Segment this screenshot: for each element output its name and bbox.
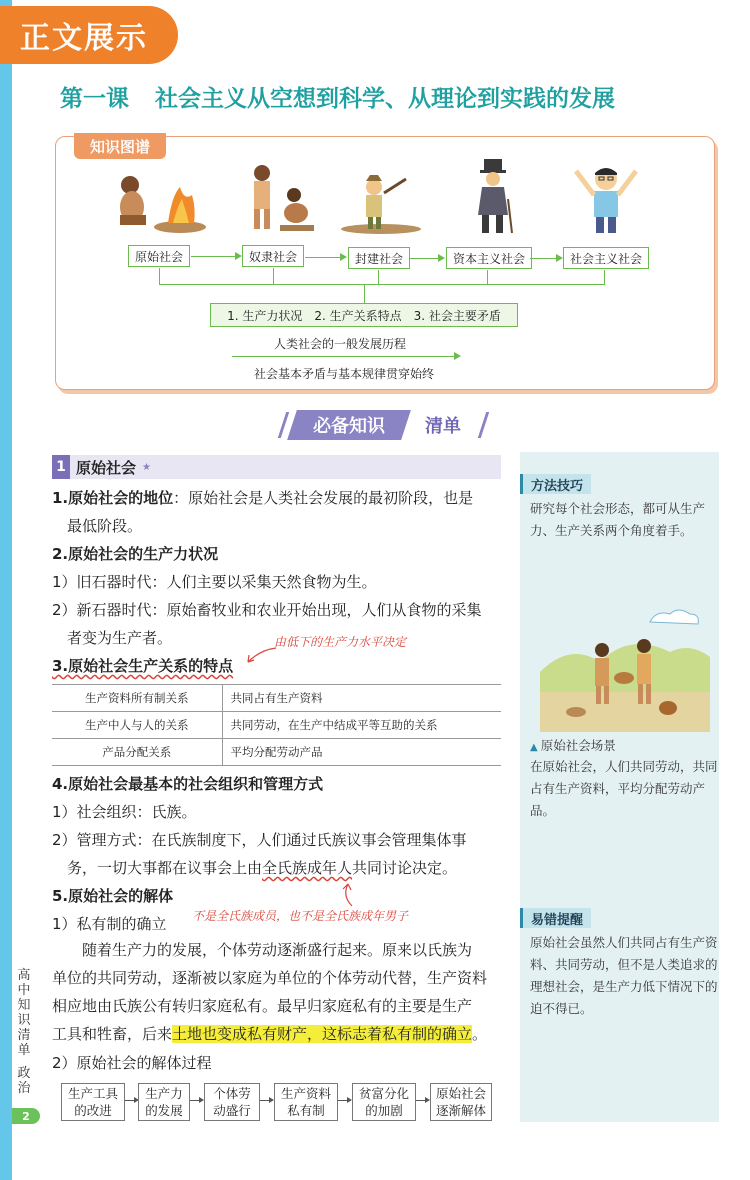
point-1-cont: 最低阶段。 — [67, 517, 143, 535]
highlighted-text: 土地也变成私有财产，这标志着私有制的确立 — [172, 1025, 473, 1043]
stage-arrow-head — [235, 252, 242, 260]
book-vertical-label — [14, 968, 34, 1096]
point-1-heading: 1.原始社会的地位 — [52, 489, 174, 507]
flow-step-line: 逐渐解体 — [435, 1103, 486, 1118]
map-caption-history: 人类社会的一般发展历程 — [274, 337, 407, 351]
flow-step-line: 的发展 — [145, 1103, 183, 1118]
flow-step-line: 私有制 — [287, 1103, 325, 1118]
point-4-line-2: 2）管理方式：在氏族制度下，人们通过氏族议事会管理集体事 — [52, 831, 467, 849]
note-arrow-icon — [338, 880, 358, 908]
paragraph-line — [52, 936, 504, 964]
paragraph-line-4-pre: 工具和牲畜，后来 — [52, 1025, 173, 1043]
handwritten-note-productivity: 由低下的生产力水平决定 — [274, 635, 407, 649]
table-cell-key: 产品分配关系 — [52, 739, 222, 766]
knowledge-map — [55, 136, 715, 390]
note-arrow-icon — [240, 644, 280, 666]
vertical-char: 单 — [17, 1043, 31, 1058]
flow-arrow — [125, 1100, 137, 1101]
image-caption-text: 原始社会场景 — [540, 738, 616, 753]
point-2-heading: 2.原始社会的生产力状况 — [52, 545, 219, 563]
slavery-illustration — [236, 159, 322, 235]
table-row — [52, 739, 501, 766]
aspects-box: 1. 生产力状况 2. 生产关系特点 3. 社会主要矛盾 — [210, 303, 518, 327]
point-3-heading — [52, 653, 233, 679]
stage-arrow — [530, 258, 557, 259]
bracket-line — [364, 284, 365, 303]
flow-step-line: 贫富分化 — [358, 1086, 409, 1101]
paragraph-line-4-post: 。 — [472, 1025, 488, 1043]
socialist-illustration — [566, 161, 646, 235]
bracket-line — [159, 268, 160, 284]
table-cell-key: 生产中人与人的关系 — [52, 712, 222, 739]
bracket-line — [487, 270, 488, 284]
warn-tag: 易错提醒 — [520, 908, 591, 928]
page-number: 2 — [12, 1108, 40, 1124]
bracket-line — [378, 270, 379, 284]
section-header — [282, 410, 490, 440]
table-cell-key: 生产资料所有制关系 — [52, 685, 222, 712]
tip-tag: 方法技巧 — [520, 474, 591, 494]
paragraph-line-1: 随着生产力的发展，个体劳动逐渐盛行起来。原来以氏族为 — [82, 941, 473, 959]
knowledge-map-tag: 知识图谱 — [74, 133, 166, 159]
flow-step-2 — [138, 1083, 190, 1121]
paragraph-line-4 — [52, 1020, 504, 1048]
stage-arrow-head — [556, 254, 563, 262]
point-5-heading: 5.原始社会的解体 — [52, 887, 174, 905]
primitive-scene-illustration — [540, 602, 710, 732]
stage-feudal: 封建社会 — [348, 247, 410, 269]
stage-arrow-head — [340, 253, 347, 261]
point-4-line-3 — [67, 855, 457, 881]
handwritten-note-adults: 不是全氏族成员，也不是全氏族成年男子 — [192, 909, 409, 923]
section-header-left: 必备知识 — [313, 416, 385, 437]
flow-arrow — [416, 1100, 428, 1101]
flow-step-line: 的加剧 — [365, 1103, 403, 1118]
stage-socialist: 社会主义社会 — [563, 247, 649, 269]
flow-step-line: 的改进 — [74, 1103, 112, 1118]
topic-title: 原始社会 — [76, 458, 137, 477]
lesson-title-text: 社会主义从空想到科学、从理论到实践的发展 — [155, 86, 615, 112]
table-cell-value: 平均分配劳动产品 — [222, 739, 501, 766]
private-ownership-paragraph — [52, 936, 504, 1048]
flow-arrow — [260, 1100, 272, 1101]
flow-step-line: 生产资料 — [280, 1086, 331, 1101]
section-tab: 正文展示 — [0, 6, 178, 64]
point-4-line-1: 1）社会组织：氏族。 — [52, 803, 197, 821]
point-2-line-2: 2）新石器时代：原始畜牧业和农业开始出现，人们从食物的采集 — [52, 601, 482, 619]
flow-arrow — [190, 1100, 202, 1101]
flow-step-4 — [274, 1083, 338, 1121]
flow-arrow — [338, 1100, 350, 1101]
topic-number: 1 — [52, 455, 70, 479]
bracket-line — [604, 270, 605, 284]
section-header-right: 清单 — [425, 416, 461, 437]
tip-text: 研究每个社会形态，都可从生产力、生产关系两个角度着手。 — [530, 501, 706, 538]
paragraph-line-2: 单位的共同劳动，逐渐被以家庭为单位的个体劳动代替，生产资料 — [52, 969, 488, 987]
table-cell-value: 共同占有生产资料 — [222, 685, 501, 712]
vertical-char: 中 — [17, 983, 31, 998]
image-caption — [530, 736, 616, 754]
warn-text: 原始社会虽然人们共同占有生产资料、共同劳动，但不是人类追求的理想社会，是生产力低下情况下的迫不得已。 — [530, 935, 718, 1016]
paragraph-line-3: 相应地由氏族公有转归家庭私有。最早归家庭私有的主要是生产 — [52, 997, 473, 1015]
bracket-line — [159, 284, 605, 285]
flow-step-line: 生产工具 — [67, 1086, 118, 1101]
relations-table — [52, 684, 501, 766]
flow-step-line: 个体劳 — [213, 1086, 251, 1101]
image-description: 在原始社会，人们共同劳动，共同占有生产资料，平均分配劳动产品。 — [530, 759, 718, 818]
point-2-line-1: 1）旧石器时代：人们主要以采集天然食物为生。 — [52, 573, 377, 591]
point-3-heading-text: 3.原始社会生产关系的特点 — [52, 657, 234, 675]
flow-step-line: 生产力 — [145, 1086, 183, 1101]
stage-arrow — [305, 257, 341, 258]
map-caption-contradiction: 社会基本矛盾与基本规律贯穿始终 — [254, 367, 435, 381]
vertical-char: 政 — [17, 1066, 31, 1081]
vertical-gap — [14, 1058, 34, 1066]
stage-arrow — [191, 256, 236, 257]
vertical-char: 高 — [17, 968, 31, 983]
stage-capitalist: 资本主义社会 — [446, 247, 532, 269]
point-5-sub-2: 2）原始社会的解体过程 — [52, 1054, 212, 1072]
point-2-line-3: 者变为生产者。 — [67, 629, 173, 647]
lesson-label: 第一课 — [60, 86, 129, 112]
stage-arrow — [409, 258, 439, 259]
primitive-fire-illustration — [110, 165, 208, 235]
flow-step-5 — [352, 1083, 416, 1121]
point-4-line-3-pre: 务，一切大事都在议事会上由 — [67, 859, 263, 877]
capitalist-illustration — [464, 159, 524, 235]
vertical-char: 识 — [17, 1013, 31, 1028]
side-column — [520, 452, 719, 1122]
history-arrow-line — [232, 356, 454, 357]
stage-primitive: 原始社会 — [128, 245, 190, 267]
triangle-icon: ▲ — [530, 742, 538, 753]
point-4-heading: 4.原始社会最基本的社会组织和管理方式 — [52, 775, 324, 793]
table-row — [52, 685, 501, 712]
flow-step-1 — [61, 1083, 125, 1121]
vertical-char: 知 — [17, 998, 31, 1013]
point-4-line-3-post: 共同讨论决定。 — [352, 859, 458, 877]
point-4-marked-text: 全氏族成年人 — [262, 859, 353, 877]
bracket-line — [273, 268, 274, 284]
flow-step-line: 原始社会 — [435, 1086, 486, 1101]
header-slash — [478, 412, 489, 438]
star-icon: ★ — [142, 461, 151, 473]
flow-step-6 — [430, 1083, 492, 1121]
topic-bar — [52, 455, 501, 479]
lesson-title — [60, 80, 740, 113]
point-1 — [52, 485, 473, 511]
flow-step-line: 动盛行 — [213, 1103, 251, 1118]
vertical-char: 清 — [17, 1028, 31, 1043]
stage-slavery: 奴隶社会 — [242, 245, 304, 267]
point-5-sub-1: 1）私有制的确立 — [52, 915, 167, 933]
flow-step-3 — [204, 1083, 260, 1121]
vertical-char: 治 — [17, 1081, 31, 1096]
table-row — [52, 712, 501, 739]
feudal-farmer-illustration — [336, 173, 426, 235]
point-1-text: ：原始社会是人类社会发展的最初阶段，也是 — [173, 489, 474, 507]
history-arrow-head — [454, 352, 461, 360]
stage-arrow-head — [438, 254, 445, 262]
table-cell-value: 共同劳动，在生产中结成平等互助的关系 — [222, 712, 501, 739]
